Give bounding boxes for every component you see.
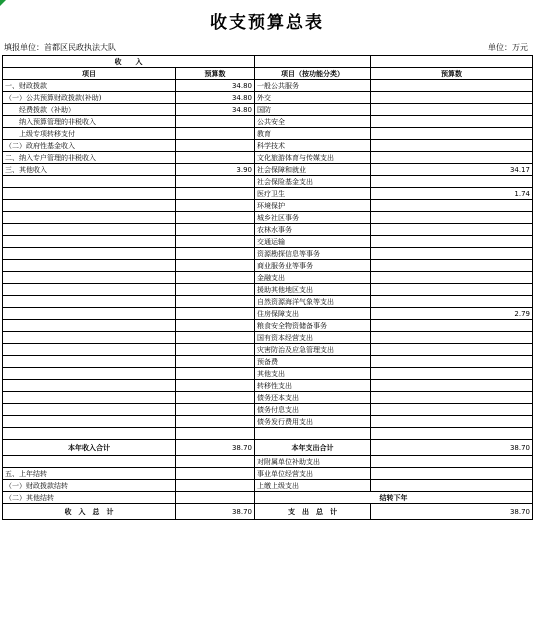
income-group-header: 收 入 <box>3 56 255 68</box>
col-budget-header: 预算数 <box>176 68 255 80</box>
income-item <box>3 332 176 344</box>
income-item <box>3 272 176 284</box>
table-row <box>3 140 533 152</box>
col-item-header: 项目 <box>3 68 176 80</box>
income-budget <box>176 212 255 224</box>
income-budget <box>176 152 255 164</box>
expense-item: 对附属单位补助支出 <box>255 456 371 468</box>
income-item <box>3 224 176 236</box>
other-carry-label: （二）其他结转 <box>3 492 176 504</box>
income-item: 五、上年结转 <box>3 468 176 480</box>
expense-budget <box>371 480 533 492</box>
total-row <box>3 440 533 456</box>
expense-budget <box>371 116 533 128</box>
table-row <box>3 80 533 92</box>
income-budget <box>176 200 255 212</box>
income-budget <box>176 392 255 404</box>
income-item: 二、纳入专户管理的非税收入 <box>3 152 176 164</box>
income-item <box>3 416 176 428</box>
grand-income-label: 收 入 总 计 <box>3 504 176 520</box>
expense-item: 上缴上级支出 <box>255 480 371 492</box>
expense-budget <box>371 212 533 224</box>
income-budget <box>176 480 255 492</box>
expense-budget: 2.79 <box>371 308 533 320</box>
income-budget <box>176 320 255 332</box>
table-row <box>3 272 533 284</box>
table-row <box>3 428 533 440</box>
expense-budget <box>371 296 533 308</box>
carry-next-row <box>3 492 533 504</box>
income-item: 上级专项转移支付 <box>3 128 176 140</box>
income-item <box>3 404 176 416</box>
income-budget <box>176 236 255 248</box>
expense-budget: 1.74 <box>371 188 533 200</box>
table-row <box>3 380 533 392</box>
income-budget <box>176 368 255 380</box>
expense-item: 公共安全 <box>255 116 371 128</box>
income-item <box>3 308 176 320</box>
grand-total-row <box>3 504 533 520</box>
budget-table <box>2 55 533 520</box>
expense-budget <box>371 380 533 392</box>
table-row <box>3 104 533 116</box>
expense-budget <box>371 356 533 368</box>
expense-budget <box>371 80 533 92</box>
table-row <box>3 416 533 428</box>
expense-budget <box>371 320 533 332</box>
income-item: （一）财政拨款结转 <box>3 480 176 492</box>
income-budget <box>176 116 255 128</box>
income-budget <box>176 296 255 308</box>
income-item: （一）公共预算财政拨款(补助) <box>3 92 176 104</box>
table-row <box>3 308 533 320</box>
expense-item: 医疗卫生 <box>255 188 371 200</box>
expense-budget <box>371 416 533 428</box>
expense-budget <box>371 224 533 236</box>
expense-budget <box>371 468 533 480</box>
table-row <box>3 344 533 356</box>
expense-budget <box>371 344 533 356</box>
income-budget <box>176 260 255 272</box>
table-row <box>3 260 533 272</box>
table-row <box>3 356 533 368</box>
column-header-row <box>3 68 533 80</box>
expense-budget <box>371 284 533 296</box>
expense-item: 灾害防治及应急管理支出 <box>255 344 371 356</box>
income-budget <box>176 344 255 356</box>
expense-item: 社会保险基金支出 <box>255 176 371 188</box>
expense-budget <box>371 128 533 140</box>
income-item <box>3 344 176 356</box>
expense-item: 国有资本经营支出 <box>255 332 371 344</box>
income-budget: 34.80 <box>176 80 255 92</box>
table-row <box>3 468 533 480</box>
expense-budget <box>371 176 533 188</box>
expense-item: 债务发行费用支出 <box>255 416 371 428</box>
income-budget <box>176 356 255 368</box>
grand-exp-label: 支 出 总 计 <box>255 504 371 520</box>
expense-item: 金融支出 <box>255 272 371 284</box>
income-item <box>3 320 176 332</box>
expense-item: 农林水事务 <box>255 224 371 236</box>
carry-next-label: 结转下年 <box>255 492 533 504</box>
col-exp-budget-header: 预算数 <box>371 68 533 80</box>
table-row <box>3 128 533 140</box>
income-item <box>3 284 176 296</box>
expense-item: 商业服务业等事务 <box>255 260 371 272</box>
table-row <box>3 224 533 236</box>
expense-budget <box>371 140 533 152</box>
expense-budget <box>371 248 533 260</box>
income-item <box>3 200 176 212</box>
income-item <box>3 428 176 440</box>
income-budget <box>176 468 255 480</box>
expense-item: 交通运输 <box>255 236 371 248</box>
expense-item: 国防 <box>255 104 371 116</box>
expense-item: 环境保护 <box>255 200 371 212</box>
total-exp-value: 38.70 <box>371 440 533 456</box>
income-budget <box>176 188 255 200</box>
expense-item: 住房保障支出 <box>255 308 371 320</box>
expense-item: 资源勘探信息等事务 <box>255 248 371 260</box>
table-row <box>3 116 533 128</box>
reporting-unit: 填报单位：首都区民政执法大队 <box>4 43 116 52</box>
table-row <box>3 392 533 404</box>
expense-budget <box>371 456 533 468</box>
expense-item: 教育 <box>255 128 371 140</box>
col-exp-item-header: 项目（按功能分类） <box>255 68 371 80</box>
income-item <box>3 176 176 188</box>
expense-item: 债务还本支出 <box>255 392 371 404</box>
income-budget <box>176 416 255 428</box>
expense-budget <box>371 272 533 284</box>
expense-budget <box>371 368 533 380</box>
expense-item: 文化旅游体育与传媒支出 <box>255 152 371 164</box>
expense-item: 其他支出 <box>255 368 371 380</box>
income-budget: 34.80 <box>176 104 255 116</box>
income-budget: 3.90 <box>176 164 255 176</box>
income-item <box>3 456 176 468</box>
income-budget <box>176 404 255 416</box>
expense-budget <box>371 392 533 404</box>
expense-budget <box>371 404 533 416</box>
table-row <box>3 92 533 104</box>
table-row <box>3 368 533 380</box>
expense-budget <box>371 332 533 344</box>
total-income-label: 本年收入合计 <box>3 440 176 456</box>
expense-item: 债务付息支出 <box>255 404 371 416</box>
income-budget <box>176 428 255 440</box>
expense-item: 援助其他地区支出 <box>255 284 371 296</box>
table-row <box>3 480 533 492</box>
expense-item: 一般公共服务 <box>255 80 371 92</box>
table-row <box>3 188 533 200</box>
income-budget <box>176 128 255 140</box>
expense-budget: 34.17 <box>371 164 533 176</box>
income-budget <box>176 248 255 260</box>
income-item <box>3 188 176 200</box>
grand-exp-value: 38.70 <box>371 504 533 520</box>
table-row <box>3 284 533 296</box>
income-item: 一、财政拨款 <box>3 80 176 92</box>
table-row <box>3 248 533 260</box>
income-budget <box>176 224 255 236</box>
income-item <box>3 368 176 380</box>
income-item: 三、其他收入 <box>3 164 176 176</box>
expense-item <box>255 428 371 440</box>
table-row <box>3 320 533 332</box>
income-item <box>3 296 176 308</box>
expense-item: 自然资源海洋气象等支出 <box>255 296 371 308</box>
table-row <box>3 456 533 468</box>
income-item <box>3 260 176 272</box>
expense-item: 外交 <box>255 92 371 104</box>
income-budget <box>176 272 255 284</box>
income-item <box>3 236 176 248</box>
expense-item: 预备费 <box>255 356 371 368</box>
table-row <box>3 296 533 308</box>
expense-item: 粮食安全物资储备事务 <box>255 320 371 332</box>
grand-income-value: 38.70 <box>176 504 255 520</box>
income-item <box>3 380 176 392</box>
income-budget <box>176 456 255 468</box>
expense-budget <box>371 428 533 440</box>
income-item: 经费拨款（补助） <box>3 104 176 116</box>
table-row <box>3 332 533 344</box>
income-item <box>3 248 176 260</box>
income-budget <box>176 176 255 188</box>
table-row <box>3 152 533 164</box>
income-item <box>3 392 176 404</box>
expense-budget <box>371 200 533 212</box>
table-row <box>3 404 533 416</box>
expense-budget <box>371 260 533 272</box>
table-row <box>3 200 533 212</box>
income-budget <box>176 140 255 152</box>
income-item: （二）政府性基金收入 <box>3 140 176 152</box>
income-budget <box>176 380 255 392</box>
expense-item: 社会保障和就业 <box>255 164 371 176</box>
currency-unit: 单位：万元 <box>488 43 528 52</box>
total-income-value: 38.70 <box>176 440 255 456</box>
income-item <box>3 212 176 224</box>
table-row <box>3 236 533 248</box>
table-row <box>3 212 533 224</box>
table-row <box>3 164 533 176</box>
expense-budget <box>371 92 533 104</box>
expense-item: 城乡社区事务 <box>255 212 371 224</box>
total-exp-label: 本年支出合计 <box>255 440 371 456</box>
cell-marker <box>0 0 6 6</box>
income-item <box>3 356 176 368</box>
income-group-header-row <box>3 56 533 68</box>
expense-budget <box>371 152 533 164</box>
expense-item: 转移性支出 <box>255 380 371 392</box>
income-budget <box>176 332 255 344</box>
expense-item: 科学技术 <box>255 140 371 152</box>
table-row <box>3 176 533 188</box>
expense-item: 事业单位经营支出 <box>255 468 371 480</box>
expense-budget <box>371 236 533 248</box>
income-budget <box>176 284 255 296</box>
page-title: 收支预算总表 <box>210 13 324 33</box>
income-budget <box>176 308 255 320</box>
income-item: 纳入预算管理的非税收入 <box>3 116 176 128</box>
income-budget: 34.80 <box>176 92 255 104</box>
expense-budget <box>371 104 533 116</box>
